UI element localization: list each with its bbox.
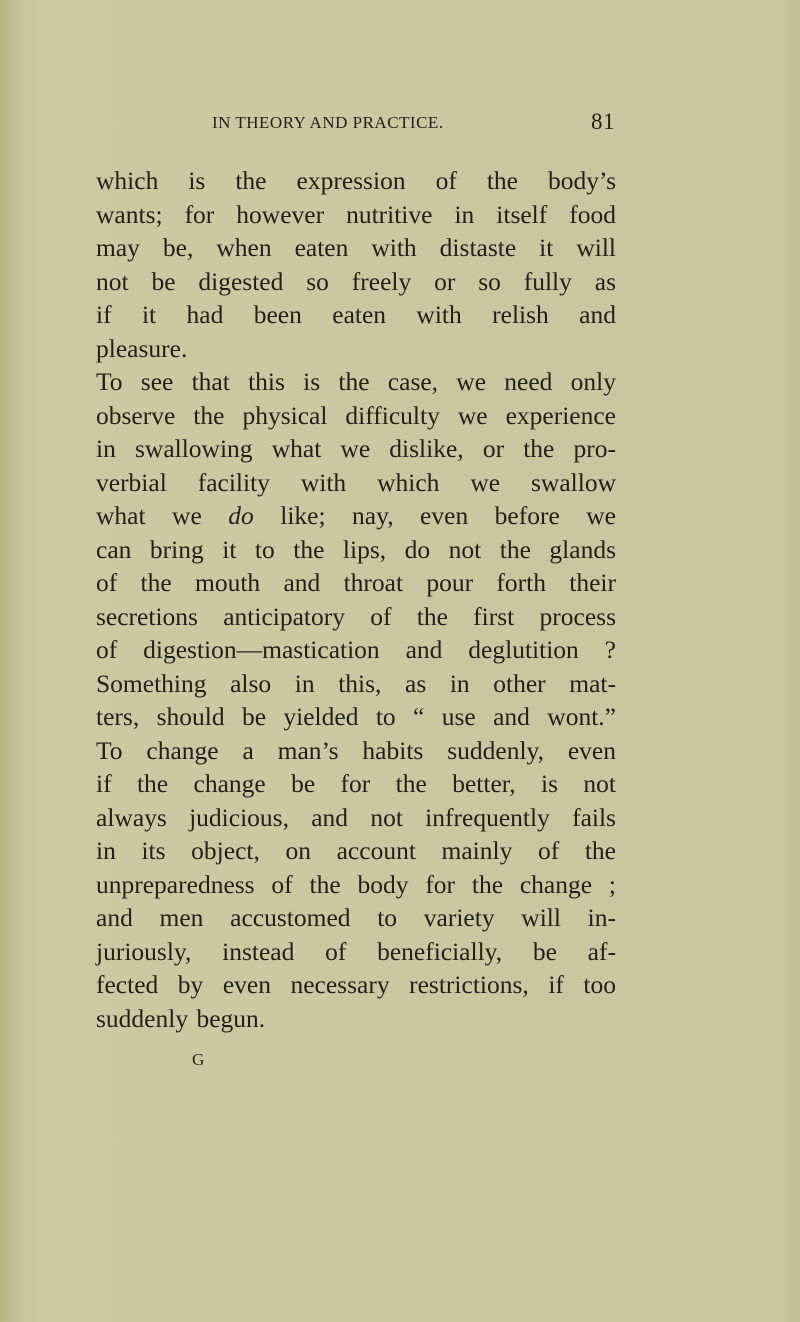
text-line: can bring it to the lips, do not the glands [96,534,616,564]
text-line: ters, should be yielded to “ use and wont.” [96,702,616,731]
running-title: IN THEORY AND PRACTICE. [212,113,444,132]
signature-mark: G [192,1050,205,1069]
text-line: secretions anticipatory of the first process [96,601,616,631]
text-segment: what we [96,501,229,530]
body-text [96,164,616,1035]
text-line: which is the expression of the body’s [96,166,616,195]
text-line: in swallowing what we dislike, or the pro- [96,434,616,463]
text-line: unpreparedness of the body for the change ; [96,869,616,899]
text-line: To change a man’s habits suddenly, even [96,735,616,765]
page-number: 81 [591,109,615,134]
text-line: in its object, on account mainly of the [96,836,616,865]
text-line: of the mouth and throat pour forth their [96,568,616,597]
text-line: pleasure. [96,333,188,363]
text-line: if the change be for the better, is not [96,769,616,798]
text-line: always judicious, and not infrequently fails [96,802,616,832]
text-line: may be, when eaten with distaste it will [96,233,616,262]
text-line: not be digested so freely or so fully as [96,266,616,296]
text-line: verbial facility with which we swallow [96,467,616,497]
text-line: observe the physical difficulty we experience [96,400,616,430]
text-line: suddenly begun. [96,1003,266,1033]
text-line: To see that this is the case, we need only [96,367,616,396]
text-line: if it had been eaten with relish and [96,300,616,329]
italic-word: do [228,501,254,530]
text-line: Something also in this, as in other mat- [96,668,616,698]
text-segment: like; nay, even before we [253,501,616,530]
text-line: fected by even necessary restrictions, if too [96,970,616,999]
text-line: juriously, instead of beneficially, be af- [96,936,616,966]
text-line [96,499,616,533]
running-header [212,109,615,141]
text-line: wants; for however nutritive in itself food [96,199,616,229]
text-line: and men accustomed to variety will in- [96,903,616,932]
text-line: of digestion—mastication and deglutition ? [96,635,616,664]
